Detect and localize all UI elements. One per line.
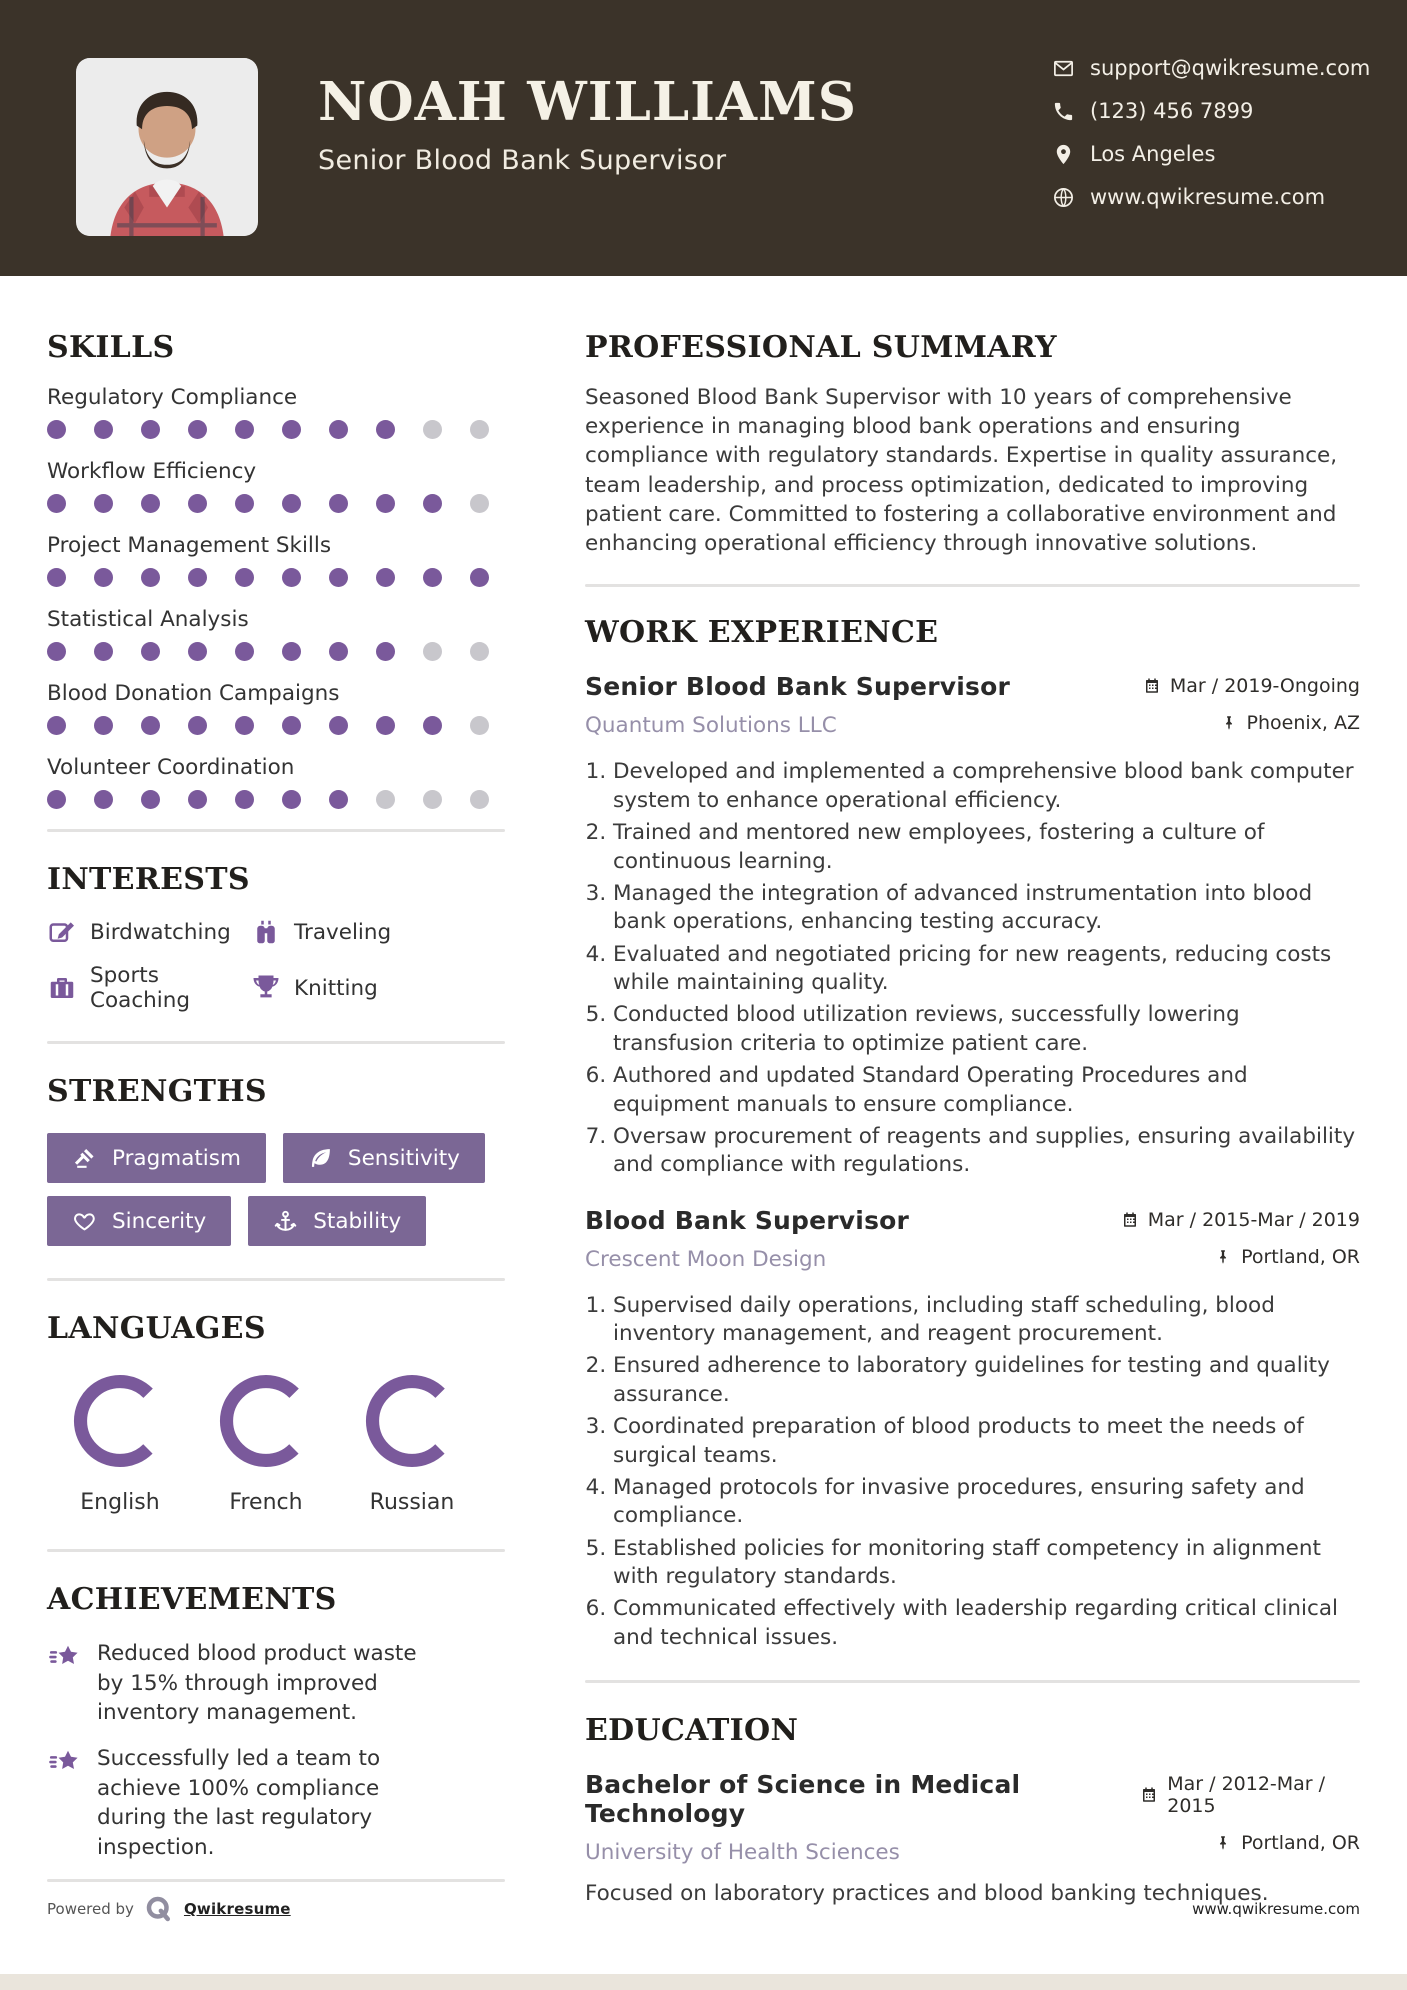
- pushpin-icon: [1214, 1248, 1232, 1266]
- job-bullet: 3. Managed the integration of advanced instrumentation into blood bank operations, enhancing testing accuracy.: [613, 880, 1360, 937]
- skill-dot-filled: [329, 790, 348, 809]
- strength-label: Sincerity: [112, 1208, 207, 1234]
- skill-dot-filled: [94, 716, 113, 735]
- skill-dot-empty: [470, 494, 489, 513]
- skill-dot-rating: [47, 420, 505, 439]
- job-date: Mar / 2015-Mar / 2019: [1147, 1208, 1360, 1231]
- skill-dot-filled: [329, 494, 348, 513]
- skill-dot-empty: [470, 420, 489, 439]
- skill-dot-filled: [423, 568, 442, 587]
- language-item: [339, 1374, 485, 1515]
- language-item: [193, 1374, 339, 1515]
- language-label: English: [80, 1490, 160, 1515]
- job-title: Senior Blood Bank Supervisor: [585, 672, 1010, 702]
- skill-label: Statistical Analysis: [47, 607, 249, 632]
- education-location-row: [1214, 1832, 1360, 1854]
- person-title: Senior Blood Bank Supervisor: [318, 145, 727, 176]
- skill-dot-rating: [47, 494, 505, 513]
- avatar: [76, 58, 258, 236]
- calendar-icon: [1143, 677, 1161, 695]
- skill-dot-filled: [282, 568, 301, 587]
- skill-dot-filled: [235, 420, 254, 439]
- skill-dot-filled: [282, 790, 301, 809]
- strengths-heading: STRENGTHS: [47, 1074, 267, 1109]
- skill-dot-filled: [376, 494, 395, 513]
- divider: [47, 829, 505, 832]
- job-location: Phoenix, AZ: [1246, 712, 1360, 735]
- job-bullet: 6. Authored and updated Standard Operating Procedures and equipment manuals to ensure compliance.: [613, 1062, 1360, 1119]
- job-meta: [1143, 672, 1360, 734]
- skill-dot-empty: [423, 642, 442, 661]
- divider: [585, 584, 1360, 587]
- strength-label: Sensitivity: [347, 1145, 460, 1171]
- language-level-arc: [365, 1374, 459, 1468]
- education-meta: [1140, 1770, 1360, 1854]
- skill-dot-filled: [188, 642, 207, 661]
- job-date-row: [1121, 1209, 1360, 1231]
- degree-title: Bachelor of Science in Medical Technology: [585, 1770, 1021, 1829]
- skill-dot-rating: [47, 568, 505, 587]
- company-name: Crescent Moon Design: [585, 1246, 827, 1272]
- footer-website: www.qwikresume.com: [1192, 1900, 1360, 1918]
- skill-dot-filled: [141, 420, 160, 439]
- profile-photo: [76, 58, 258, 236]
- skill-item: [47, 385, 505, 439]
- skill-dot-filled: [141, 716, 160, 735]
- divider: [47, 1041, 505, 1044]
- skill-dot-filled: [47, 790, 66, 809]
- interest-item: [47, 963, 251, 1013]
- gavel-icon: [72, 1146, 97, 1171]
- binoculars-icon: [251, 917, 281, 947]
- right-column: [585, 276, 1360, 1906]
- contact-list: [1052, 56, 1370, 209]
- skill-item: [47, 533, 505, 587]
- pushpin-icon: [1220, 714, 1238, 732]
- job-bullet: 2. Ensured adherence to laboratory guidelines for testing and quality assurance.: [613, 1352, 1360, 1409]
- skill-dot-filled: [329, 568, 348, 587]
- skill-dot-filled: [329, 716, 348, 735]
- skill-dot-filled: [282, 716, 301, 735]
- powered-by-label: Powered by: [47, 1900, 134, 1918]
- skill-dot-filled: [423, 494, 442, 513]
- person-name: NOAH WILLIAMS: [318, 71, 857, 133]
- job-entry: [585, 1206, 1360, 1653]
- interest-label: Knitting: [294, 975, 378, 1001]
- identity-block: [318, 71, 857, 176]
- job-date: Mar / 2019-Ongoing: [1169, 675, 1360, 698]
- skill-label: Regulatory Compliance: [47, 385, 298, 410]
- school-name: University of Health Sciences: [585, 1840, 900, 1866]
- skill-dot-filled: [235, 716, 254, 735]
- envelope-icon: [1052, 57, 1075, 80]
- job-location: Portland, OR: [1241, 1245, 1360, 1268]
- contact-text: support@qwikresume.com: [1090, 56, 1371, 80]
- skill-dot-filled: [282, 420, 301, 439]
- work-experience-heading: WORK EXPERIENCE: [585, 615, 939, 651]
- skill-dot-filled: [188, 568, 207, 587]
- globe-icon: [1052, 186, 1075, 209]
- skill-dot-filled: [141, 568, 160, 587]
- languages-heading: LANGUAGES: [47, 1311, 266, 1346]
- interests-heading: INTERESTS: [47, 862, 250, 897]
- job-bullet: 2. Trained and mentored new employees, fostering a culture of continuous learning.: [613, 819, 1360, 876]
- job-location-row: [1220, 712, 1360, 734]
- job-bullet-list: [585, 758, 1360, 1179]
- job-location-row: [1214, 1246, 1360, 1268]
- strength-tag: [283, 1133, 485, 1183]
- skill-dot-filled: [376, 642, 395, 661]
- briefcase-icon: [47, 973, 77, 1003]
- skill-dot-filled: [376, 420, 395, 439]
- education-location: Portland, OR: [1241, 1832, 1360, 1855]
- leaf-icon: [308, 1146, 333, 1171]
- job-bullet: 6. Communicated effectively with leadership regarding critical clinical and technical issues.: [613, 1595, 1360, 1652]
- achievement-text: Successfully led a team to achieve 100% compliance during the last regulatory inspection.: [97, 1745, 381, 1860]
- skill-label: Workflow Efficiency: [47, 459, 257, 484]
- interest-label: Sports Coaching: [90, 963, 191, 1013]
- job-meta: [1121, 1206, 1360, 1268]
- skill-dot-filled: [282, 494, 301, 513]
- achievement-text: Reduced blood product waste by 15% through improved inventory management.: [97, 1641, 417, 1726]
- calendar-icon: [1140, 1786, 1158, 1804]
- job-title: Blood Bank Supervisor: [585, 1205, 910, 1235]
- job-bullet: 5. Established policies for monitoring staff competency in alignment with regulatory standards.: [613, 1535, 1360, 1592]
- skill-dot-filled: [94, 642, 113, 661]
- achievement-item: [47, 1744, 505, 1863]
- job-bullet: 4. Evaluated and negotiated pricing for new reagents, reducing costs while maintaining quality.: [613, 941, 1360, 998]
- divider: [47, 1549, 505, 1552]
- company-name: Quantum Solutions LLC: [585, 713, 837, 739]
- skill-dot-filled: [94, 420, 113, 439]
- jobs-list: [585, 672, 1360, 1652]
- skill-dot-filled: [188, 420, 207, 439]
- skill-dot-empty: [423, 790, 442, 809]
- skill-dot-filled: [94, 494, 113, 513]
- interest-label: Birdwatching: [90, 919, 231, 945]
- skill-dot-rating: [47, 790, 505, 809]
- summary-text: Seasoned Blood Bank Supervisor with 10 years of comprehensive experience in managing blood bank operations and ensuring compliance with regulatory standards. Expertise in quality assurance, team leadership, and process optimization, dedicated to improving patient care. Committed to fostering a collaborative environment and enhancing operational efficiency through innovative solutions.: [585, 385, 1338, 557]
- header: [0, 0, 1407, 276]
- skill-dot-filled: [235, 568, 254, 587]
- summary-heading: PROFESSIONAL SUMMARY: [585, 330, 1057, 365]
- skill-dot-filled: [235, 494, 254, 513]
- qwikresume-link[interactable]: Qwikresume: [183, 1900, 291, 1918]
- job-date-row: [1143, 675, 1360, 697]
- language-level-arc: [219, 1374, 313, 1468]
- divider: [47, 1879, 505, 1882]
- skill-dot-empty: [423, 420, 442, 439]
- skills-heading: SKILLS: [47, 330, 175, 365]
- skill-dot-filled: [329, 420, 348, 439]
- skill-dot-rating: [47, 642, 505, 661]
- skill-dot-filled: [235, 642, 254, 661]
- contact-row: [1052, 142, 1370, 166]
- contact-row: [1052, 185, 1370, 209]
- achievements-heading: ACHIEVEMENTS: [47, 1582, 337, 1617]
- skill-dot-filled: [470, 568, 489, 587]
- language-item: [47, 1374, 193, 1515]
- education-heading: EDUCATION: [585, 1713, 799, 1749]
- strength-tag: [47, 1196, 231, 1246]
- interest-item: [251, 917, 505, 947]
- skill-dot-filled: [47, 568, 66, 587]
- education-entry-head: [585, 1770, 1360, 1865]
- language-label: French: [229, 1490, 303, 1515]
- heart-icon: [72, 1209, 97, 1234]
- skill-dot-filled: [423, 716, 442, 735]
- achievement-item: [47, 1639, 505, 1728]
- skill-item: [47, 681, 505, 735]
- education-note: Focused on laboratory practices and blood banking techniques.: [585, 1881, 1269, 1907]
- skill-dot-filled: [376, 716, 395, 735]
- skill-dot-filled: [47, 642, 66, 661]
- skill-dot-filled: [235, 790, 254, 809]
- skill-dot-filled: [188, 494, 207, 513]
- achievements-list: [47, 1639, 505, 1863]
- education-date-row: [1140, 1773, 1360, 1817]
- job-bullet: 4. Managed protocols for invasive procedures, ensuring safety and compliance.: [613, 1474, 1360, 1531]
- skill-item: [47, 755, 505, 809]
- job-entry-head: [585, 1206, 1360, 1272]
- star-achievement-icon: [47, 1641, 83, 1677]
- skill-dot-filled: [94, 790, 113, 809]
- pencil-edit-icon: [47, 917, 77, 947]
- education-main: [585, 1770, 1140, 1865]
- anchor-icon: [273, 1209, 298, 1234]
- skill-dot-filled: [282, 642, 301, 661]
- skill-item: [47, 459, 505, 513]
- skill-dot-filled: [376, 568, 395, 587]
- interest-label: Traveling: [294, 919, 392, 945]
- job-bullet: 1. Supervised daily operations, including staff scheduling, blood inventory management, and reagent procurement.: [613, 1292, 1360, 1349]
- skill-dot-rating: [47, 716, 505, 735]
- strength-label: Stability: [313, 1208, 402, 1234]
- job-bullet: 5. Conducted blood utilization reviews, successfully lowering transfusion criteria to optimize patient care.: [613, 1001, 1360, 1058]
- strength-tag: [248, 1196, 426, 1246]
- skill-label: Volunteer Coordination: [47, 755, 295, 780]
- job-bullet-list: [585, 1292, 1360, 1653]
- calendar-icon: [1121, 1211, 1139, 1229]
- skill-dot-filled: [188, 790, 207, 809]
- left-column: [47, 276, 505, 1882]
- skill-dot-empty: [470, 790, 489, 809]
- phone-icon: [1052, 100, 1075, 123]
- skill-label: Blood Donation Campaigns: [47, 681, 340, 706]
- contact-text: www.qwikresume.com: [1090, 185, 1326, 209]
- contact-text: (123) 456 7899: [1090, 99, 1254, 123]
- skill-label: Project Management Skills: [47, 533, 332, 558]
- divider: [585, 1680, 1360, 1683]
- strengths-list: [47, 1133, 505, 1246]
- qwikresume-logo-icon: [144, 1894, 174, 1924]
- strength-label: Pragmatism: [112, 1145, 241, 1171]
- pushpin-icon: [1214, 1834, 1232, 1852]
- skill-dot-filled: [47, 494, 66, 513]
- skill-dot-filled: [329, 642, 348, 661]
- skill-dot-filled: [47, 420, 66, 439]
- contact-text: Los Angeles: [1090, 142, 1216, 166]
- skill-dot-empty: [470, 642, 489, 661]
- language-label: Russian: [369, 1490, 455, 1515]
- language-level-arc: [73, 1374, 167, 1468]
- location-pin-icon: [1052, 143, 1075, 166]
- skill-dot-filled: [188, 716, 207, 735]
- skill-dot-empty: [470, 716, 489, 735]
- bottom-accent-strip: [0, 1974, 1407, 1990]
- job-bullet: 1. Developed and implemented a comprehensive blood bank computer system to enhance operational efficiency.: [613, 758, 1360, 815]
- divider: [47, 1278, 505, 1281]
- star-achievement-icon: [47, 1746, 83, 1782]
- strength-tag: [47, 1133, 266, 1183]
- interest-item: [251, 963, 505, 1013]
- job-main: [585, 1206, 909, 1272]
- skill-item: [47, 607, 505, 661]
- skill-dot-filled: [141, 790, 160, 809]
- skill-dot-empty: [376, 790, 395, 809]
- interest-item: [47, 917, 251, 947]
- job-bullet: 7. Oversaw procurement of reagents and supplies, ensuring availability and compliance with regulations.: [613, 1123, 1360, 1180]
- job-entry-head: [585, 672, 1360, 738]
- languages-list: [47, 1374, 505, 1515]
- job-bullet: 3. Coordinated preparation of blood products to meet the needs of surgical teams.: [613, 1413, 1360, 1470]
- skill-dot-filled: [141, 642, 160, 661]
- contact-row: [1052, 99, 1370, 123]
- job-main: [585, 672, 1010, 738]
- job-entry: [585, 672, 1360, 1179]
- education-date: Mar / 2012-Mar / 2015: [1167, 1773, 1326, 1818]
- footer-powered-by: [47, 1894, 291, 1924]
- contact-row: [1052, 56, 1370, 80]
- skill-dot-filled: [94, 568, 113, 587]
- interests-list: [47, 917, 505, 1013]
- skills-list: [47, 385, 505, 809]
- skill-dot-filled: [47, 716, 66, 735]
- skill-dot-filled: [141, 494, 160, 513]
- trophy-icon: [251, 973, 281, 1003]
